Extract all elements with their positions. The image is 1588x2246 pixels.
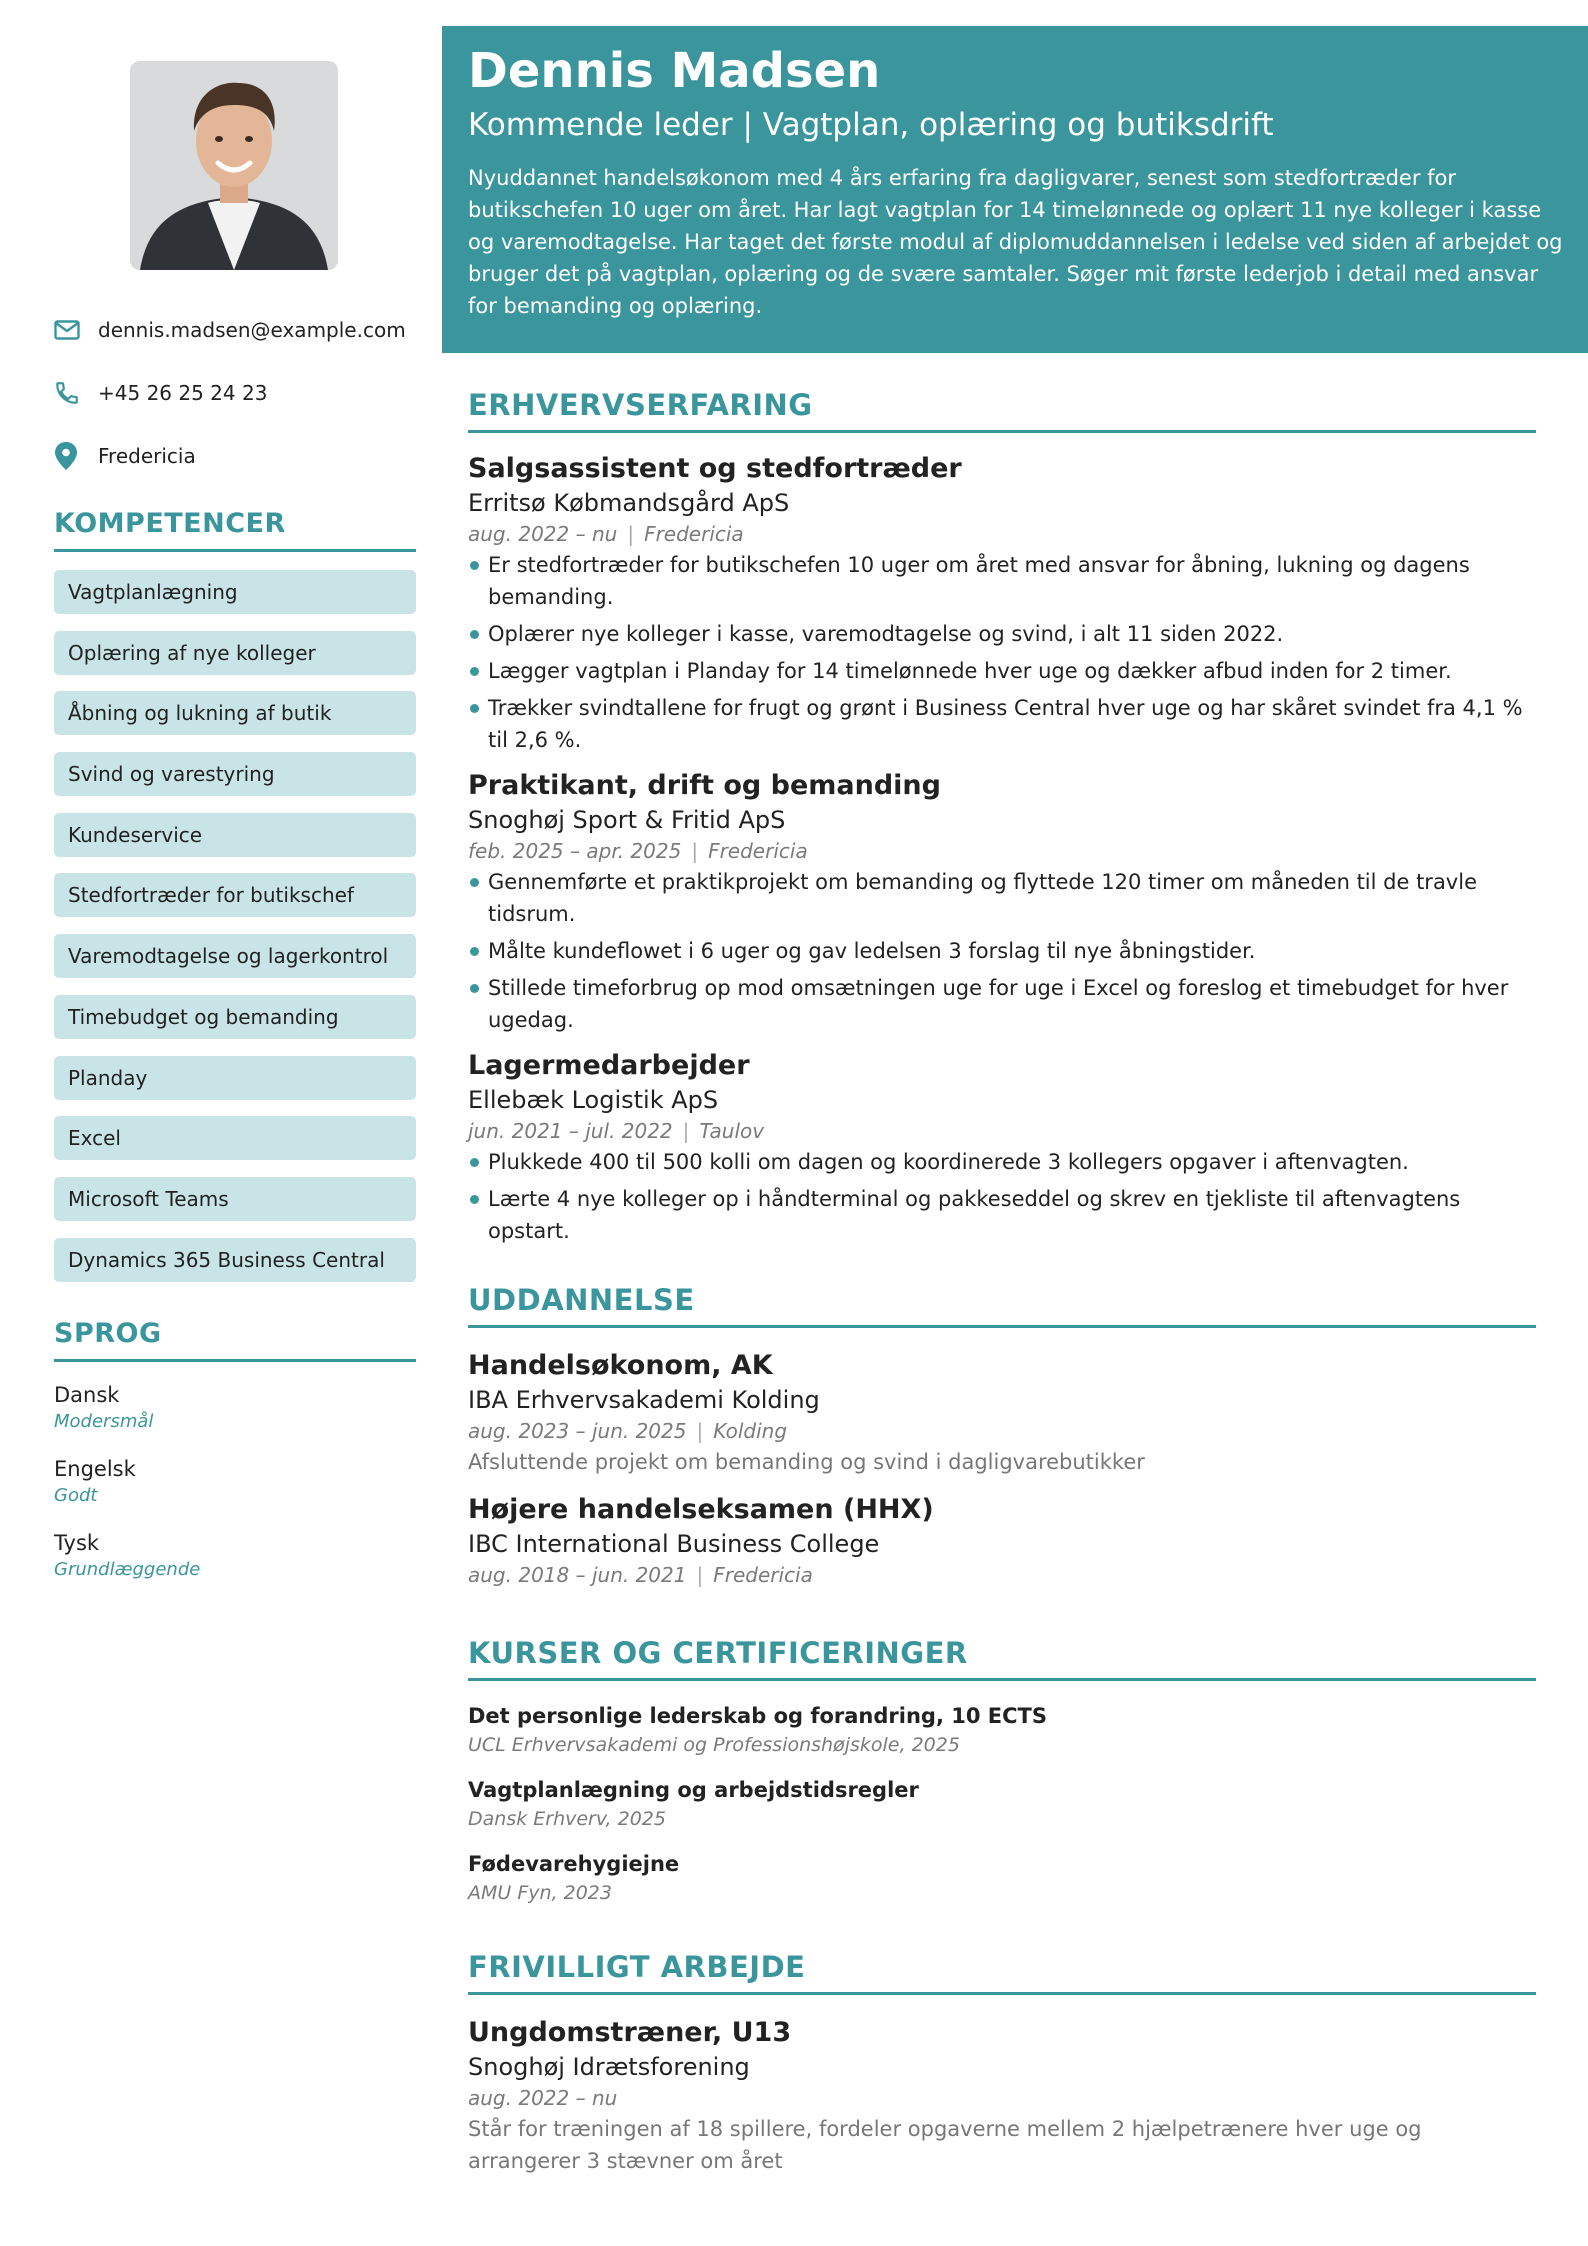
education-place: Kolding — [713, 1419, 788, 1443]
header-banner — [442, 26, 1588, 353]
bullet-item: Lægger vagtplan i Planday for 14 timelønnede hver uge og dækker afbud inden for 2 timer. — [468, 655, 1536, 687]
skill-chip: Vagtplanlægning — [54, 570, 416, 614]
volunteer-description: Står for træningen af 18 spillere, fordeler opgaverne mellem 2 hjælpetrænere hver uge og arrangerer 3 stævner om året — [468, 2117, 1422, 2173]
course-meta: Dansk Erhverv, 2025 — [468, 1808, 666, 1830]
job-company: Ellebæk Logistik ApS — [468, 1086, 719, 1114]
course-title: Fødevarehygiejne — [468, 1852, 680, 1876]
map-pin-icon — [54, 441, 84, 471]
job-meta — [468, 836, 1536, 866]
job-meta — [468, 519, 1536, 549]
job-company: Erritsø Købmandsgård ApS — [468, 489, 790, 517]
envelope-icon — [54, 315, 84, 345]
person-subtitle: Kommende leder | Vagtplan, oplæring og butiksdrift — [468, 107, 1274, 143]
job-dates: jun. 2021 – jul. 2022 — [468, 1119, 673, 1143]
language-name: Engelsk — [54, 1457, 136, 1481]
education-dates: aug. 2018 – jun. 2021 — [468, 1563, 687, 1587]
courses-heading: KURSER OG CERTIFICERINGER — [468, 1636, 1536, 1681]
skill-chip: Varemodtagelse og lagerkontrol — [54, 934, 416, 978]
education-meta — [468, 1560, 1536, 1590]
course-entry — [468, 1701, 1536, 1759]
courses-section — [468, 1636, 1536, 1907]
volunteer-entry — [468, 2015, 1536, 2177]
language-name: Dansk — [54, 1383, 120, 1407]
meta-separator: | — [682, 1119, 690, 1143]
education-entry — [468, 1492, 1536, 1590]
volunteer-dates: aug. 2022 – nu — [468, 2086, 618, 2110]
language-item — [54, 1380, 416, 1434]
skill-chip: Microsoft Teams — [54, 1177, 416, 1221]
course-meta: AMU Fyn, 2023 — [468, 1882, 612, 1904]
job-entry — [468, 1048, 1536, 1247]
location-text: Fredericia — [98, 444, 196, 468]
course-title: Det personlige lederskab og forandring, 10 ECTS — [468, 1704, 1047, 1728]
languages-list — [54, 1380, 416, 1602]
job-place: Taulov — [699, 1119, 765, 1143]
bullet-item: Plukkede 400 til 500 kolli om dagen og koordinerede 3 kollegers opgaver i aftenvagten. — [468, 1146, 1536, 1178]
education-meta — [468, 1416, 1536, 1446]
education-heading: UDDANNELSE — [468, 1283, 1536, 1328]
bullet-item: Er stedfortræder for butikschefen 10 uger om året med ansvar for åbning, lukning og dagens bemanding. — [468, 549, 1536, 613]
meta-separator: | — [691, 839, 699, 863]
bullet-item: Oplærer nye kolleger i kasse, varemodtagelse og svind, i alt 11 siden 2022. — [468, 618, 1536, 650]
job-dates: aug. 2022 – nu — [468, 522, 618, 546]
education-entry — [468, 1348, 1536, 1478]
experience-heading: ERHVERVSERFARING — [468, 388, 1536, 433]
degree-title: Handelsøkonom, AK — [468, 1350, 773, 1381]
job-meta — [468, 1116, 1536, 1146]
course-entry — [468, 1849, 1536, 1907]
degree-title: Højere handelseksamen (HHX) — [468, 1494, 934, 1525]
job-place: Fredericia — [644, 522, 744, 546]
skill-chip: Excel — [54, 1116, 416, 1160]
phone-text: +45 26 25 24 23 — [98, 381, 268, 405]
meta-separator: | — [696, 1563, 704, 1587]
skill-chip: Oplæring af nye kolleger — [54, 631, 416, 675]
profile-summary: Nyuddannet handelsøkonom med 4 års erfaring fra dagligvarer, senest som stedfortræder for butikschefen 10 uger om året. Har lagt vagtplan for 14 timelønnede og oplært 11 nye kolleger i kasse og varemodtagelse. Har taget det første modul af diplomuddannelsen i ledelse ved siden af arbejdet og bruger det på vagtplan, oplæring og de svære samtaler. Søger mit første lederjob i detail med ansvar for bemanding og oplæring. — [468, 166, 1563, 318]
education-dates: aug. 2023 – jun. 2025 — [468, 1419, 687, 1443]
languages-heading: SPROG — [54, 1318, 416, 1362]
email-text: dennis.madsen@example.com — [98, 318, 406, 342]
skill-chip: Stedfortræder for butikschef — [54, 873, 416, 917]
meta-separator: | — [627, 522, 635, 546]
job-bullets — [468, 1146, 1536, 1247]
education-note: Afsluttende projekt om bemanding og svind i dagligvarebutikker — [468, 1450, 1145, 1474]
contact-location — [54, 436, 416, 476]
job-title: Praktikant, drift og bemanding — [468, 770, 941, 801]
language-level: Grundlæggende — [54, 1559, 201, 1580]
school-name: IBC International Business College — [468, 1530, 880, 1558]
language-name: Tysk — [54, 1531, 100, 1555]
education-section — [468, 1283, 1536, 1590]
education-place: Fredericia — [713, 1563, 813, 1587]
phone-icon — [54, 378, 84, 408]
job-title: Lagermedarbejder — [468, 1050, 750, 1081]
experience-section — [468, 388, 1536, 1252]
language-level: Modersmål — [54, 1411, 154, 1432]
skills-list — [54, 570, 416, 1298]
skill-chip: Timebudget og bemanding — [54, 995, 416, 1039]
bullet-item: Stillede timeforbrug op mod omsætningen uge for uge i Excel og foreslog et timebudget for hver ugedag. — [468, 972, 1536, 1036]
school-name: IBA Erhvervsakademi Kolding — [468, 1386, 820, 1414]
job-place: Fredericia — [708, 839, 808, 863]
language-item — [54, 1528, 416, 1582]
language-item — [54, 1454, 416, 1508]
skill-chip: Åbning og lukning af butik — [54, 691, 416, 735]
bullet-item: Trækker svindtallene for frugt og grønt i Business Central hver uge og har skåret svindet fra 4,1 % til 2,6 %. — [468, 692, 1536, 756]
job-bullets — [468, 549, 1536, 756]
contact-email[interactable] — [54, 310, 416, 350]
language-level: Godt — [54, 1485, 98, 1506]
skill-chip: Dynamics 365 Business Central — [54, 1238, 416, 1282]
bullet-item: Gennemførte et praktikprojekt om bemanding og flyttede 120 timer om måneden til de travle tidsrum. — [468, 866, 1536, 930]
job-bullets — [468, 866, 1536, 1036]
meta-separator: | — [696, 1419, 704, 1443]
job-dates: feb. 2025 – apr. 2025 — [468, 839, 682, 863]
skill-chip: Planday — [54, 1056, 416, 1100]
skills-heading: KOMPETENCER — [54, 508, 416, 552]
skill-chip: Svind og varestyring — [54, 752, 416, 796]
volunteer-heading: FRIVILLIGT ARBEJDE — [468, 1950, 1536, 1995]
job-entry — [468, 768, 1536, 1036]
job-entry — [468, 451, 1536, 756]
bullet-item: Målte kundeflowet i 6 uger og gav ledelsen 3 forslag til nye åbningstider. — [468, 935, 1536, 967]
skill-chip: Kundeservice — [54, 813, 416, 857]
person-name: Dennis Madsen — [468, 43, 881, 99]
job-title: Salgsassistent og stedfortræder — [468, 453, 962, 484]
volunteer-section — [468, 1950, 1536, 2177]
contact-phone[interactable] — [54, 373, 416, 413]
course-meta: UCL Erhvervsakademi og Professionshøjskole, 2025 — [468, 1734, 960, 1756]
course-entry — [468, 1775, 1536, 1833]
job-company: Snoghøj Sport & Fritid ApS — [468, 806, 786, 834]
volunteer-title: Ungdomstræner, U13 — [468, 2017, 792, 2048]
bullet-item: Lærte 4 nye kolleger op i håndterminal og pakkeseddel og skrev en tjekliste til aftenvagtens opstart. — [468, 1183, 1536, 1247]
course-title: Vagtplanlægning og arbejdstidsregler — [468, 1778, 919, 1802]
profile-photo — [130, 61, 338, 270]
volunteer-org: Snoghøj Idrætsforening — [468, 2053, 750, 2081]
